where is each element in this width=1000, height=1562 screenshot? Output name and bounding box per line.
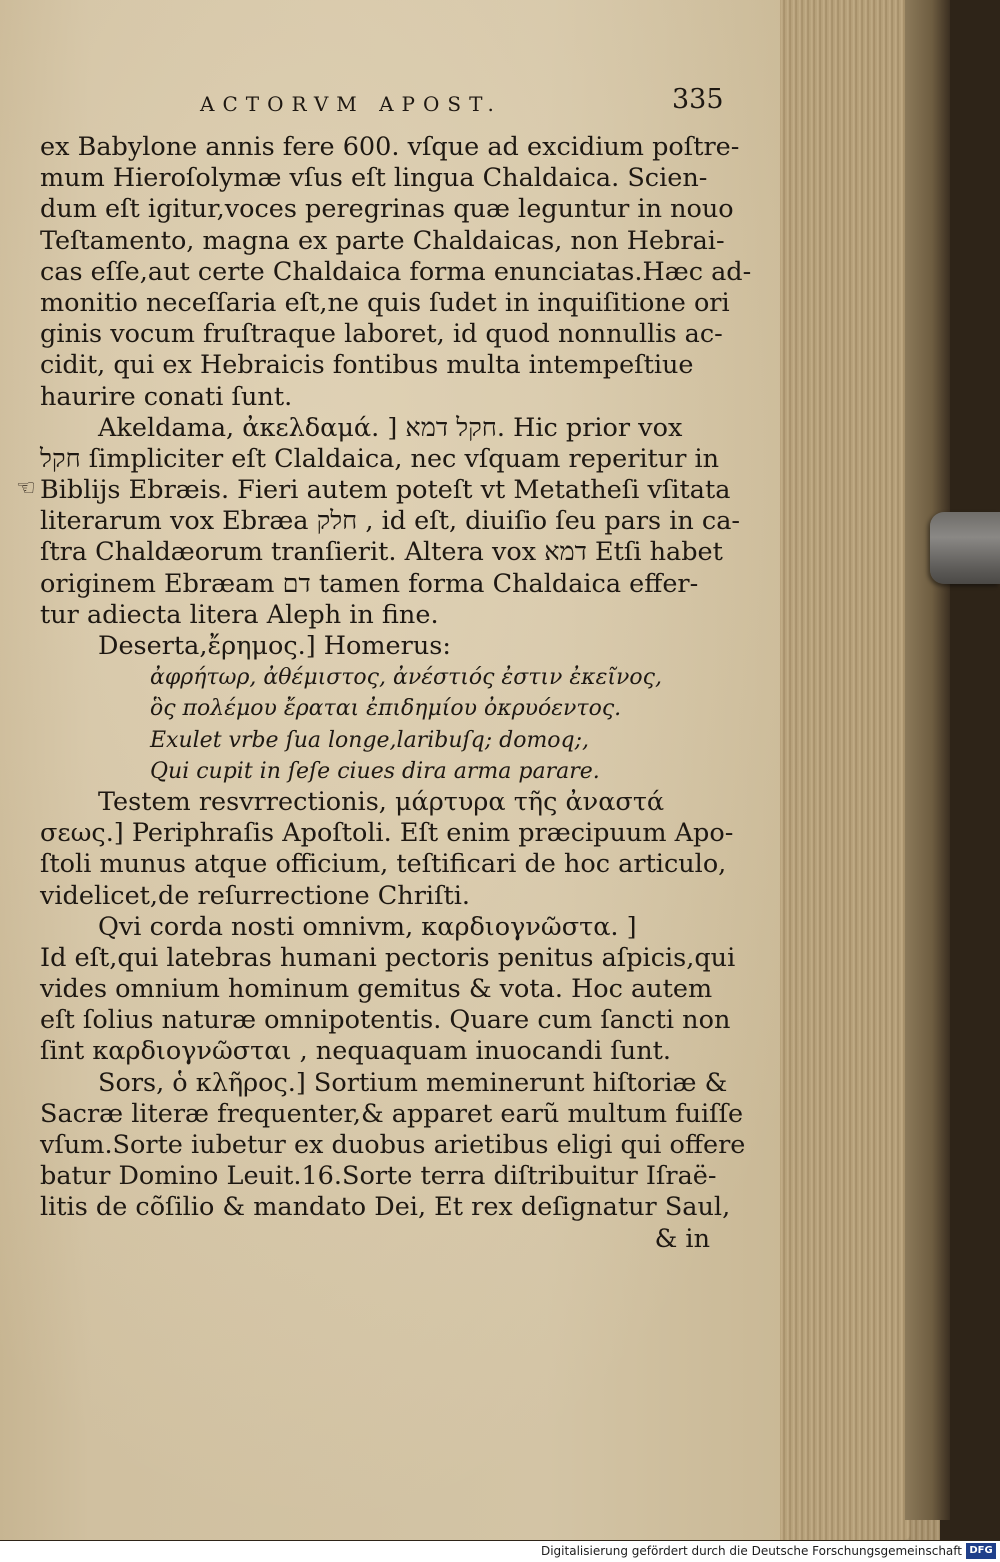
footer-credit: Digitalisierung gefördert durch die Deutsche Forschungsgemeinschaft xyxy=(540,1544,962,1558)
text-line: Teſtamento, magna ex parte Chaldaicas, non Hebrai- xyxy=(40,225,725,256)
text-line: eſt ſolius naturæ omnipotentis. Quare cum ſancti non xyxy=(40,1005,731,1036)
text-line: ſtra Chaldæorum tranſierit. Altera vox דמא Etſi habet xyxy=(40,537,723,568)
text-line: σεως.] Periphraſis Apoſtoli. Eſt enim præcipuum Apo- xyxy=(40,818,734,849)
text-line: Qui cupit in ſeſe ciues dira arma parare. xyxy=(150,758,600,784)
running-head: ACTORVM APOST. xyxy=(200,92,502,116)
text-line: Sors, ὁ κλῆρος.] Sortium meminerunt hiſtoriæ & xyxy=(98,1067,728,1098)
text-line: Exulet vrbe ſua longe,laribuſq; domoq;, xyxy=(150,727,590,753)
marginal-hand-mark: ☜ xyxy=(16,476,36,501)
text-line: ὃς πολέμου ἔραται ἐπιδημίου ὀκρυόεντος. xyxy=(150,696,622,722)
text-line: originem Ebræam דם tamen forma Chaldaica effer- xyxy=(40,568,699,599)
text-line: Biblijs Ebræis. Fieri autem poteſt vt Metatheſi vſitata xyxy=(40,475,731,506)
text-line: videlicet,de reſurrectione Chriſti. xyxy=(40,880,471,911)
metal-clasp xyxy=(930,512,1000,584)
text-line: batur Domino Leuit.16.Sorte terra diſtribuitur Iſraë- xyxy=(40,1161,717,1192)
text-line: tur adiecta litera Aleph in fine. xyxy=(40,599,439,630)
text-line: ſtoli munus atque officium, teſtificari de hoc articulo, xyxy=(40,849,727,880)
text-line: Sacræ literæ frequenter,& apparet earũ multum fuiſſe xyxy=(40,1098,744,1129)
text-line: & in xyxy=(654,1223,710,1254)
text-line: Testem resvrrectionis, μάρτυρα τῆς ἀναστά xyxy=(98,786,665,817)
text-line: mum Hieroſolymæ vſus eſt lingua Chaldaica. Scien- xyxy=(40,163,708,194)
text-line: ſint καρδιογνῶσται , nequaquam inuocandi ſunt. xyxy=(40,1036,671,1067)
text-line: Qvi corda nosti omnivm, καρδιογνῶστα. ] xyxy=(98,911,637,942)
text-line: vſum.Sorte iubetur ex duobus arietibus eligi qui offere xyxy=(40,1130,746,1160)
book-fore-edge xyxy=(905,0,950,1520)
text-line: dum eſt igitur,voces peregrinas quæ leguntur in nouo xyxy=(40,194,734,225)
text-line: Akeldama, ἀκελδαμά. ] חקל דמא. Hic prior vox xyxy=(98,412,683,443)
text-line: Id eſt,qui latebras humani pectoris penitus aſpicis,qui xyxy=(40,942,736,973)
text-line: ginis vocum fruſtraque laboret, id quod nonnullis ac- xyxy=(40,319,723,350)
text-line: litis de cõſilio & mandato Dei, Et rex deſignatur Saul, xyxy=(40,1192,731,1223)
text-line: cas eſſe,aut certe Chaldaica forma enunciatas.Hæc ad- xyxy=(40,256,752,287)
text-line: cidit, qui ex Hebraicis fontibus multa intempeſtiue xyxy=(40,350,694,381)
text-line: vides omnium hominum gemitus & vota. Hoc autem xyxy=(40,974,713,1005)
page-text xyxy=(40,132,752,1255)
text-line: ex Babylone annis fere 600. vſque ad excidium poſtre- xyxy=(40,132,740,162)
text-line: ἀφρήτωρ, ἀθέμιστος, ἀνέστιός ἐστιν ἐκεῖνος, xyxy=(150,665,662,691)
text-line: literarum vox Ebræa חלק , id eſt, diuiſio ſeu pars in ca- xyxy=(40,506,741,537)
text-line: haurire conati ſunt. xyxy=(40,381,293,412)
text-line: Deserta,ἔρημος.] Homerus: xyxy=(98,631,451,661)
text-line: חקל ſimpliciter eſt Claldaica, nec vſquam reperitur in xyxy=(40,443,720,474)
dfg-logo-icon: DFG xyxy=(966,1543,996,1559)
text-line: monitio neceſſaria eſt,ne quis ſudet in inquiſitione ori xyxy=(40,287,730,318)
page-number: 335 xyxy=(672,84,724,115)
